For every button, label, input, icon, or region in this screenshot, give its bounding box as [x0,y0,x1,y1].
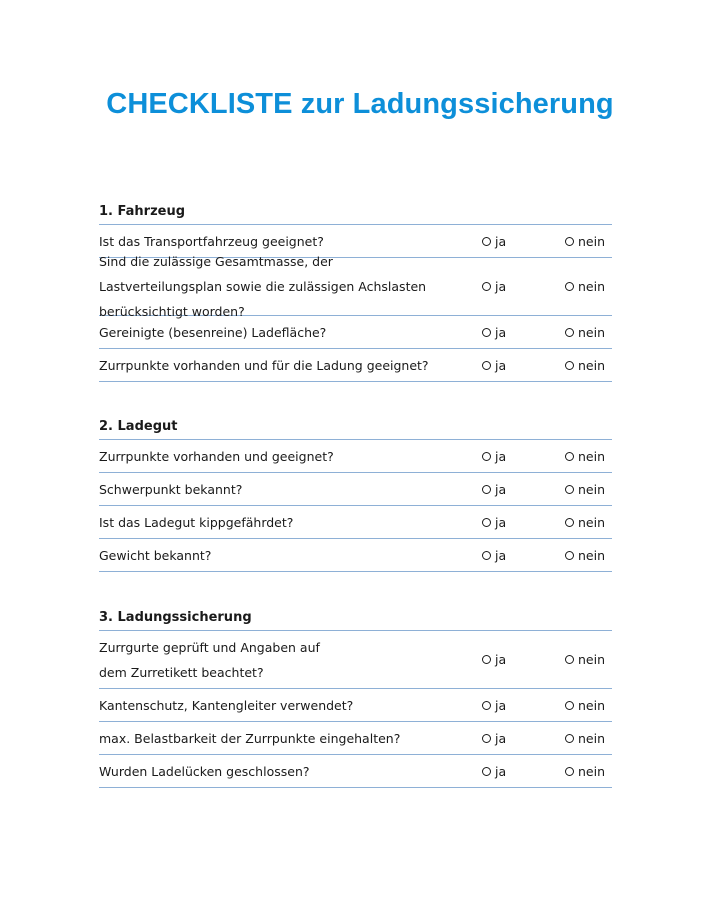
radio-circle-icon [565,655,574,664]
no-label: nein [578,547,606,563]
radio-circle-icon [482,734,491,743]
yes-option[interactable] [482,473,506,505]
yes-label: ja [495,763,507,779]
no-label: nein [578,763,606,779]
yes-option[interactable] [482,225,506,257]
yes-label: ja [495,547,507,563]
yes-option[interactable] [482,506,506,538]
no-option[interactable] [565,755,605,787]
radio-circle-icon [482,655,491,664]
section-ladungssicherung [99,606,612,788]
checklist-row [99,349,612,382]
no-option[interactable] [565,473,605,505]
radio-circle-icon [482,237,491,246]
question-text: Zurrpunkte vorhanden und für die Ladung geeignet? [99,357,429,373]
radio-circle-icon [482,328,491,337]
radio-circle-icon [482,282,491,291]
checklist-row [99,506,612,539]
radio-circle-icon [565,237,574,246]
no-label: nein [578,697,606,713]
radio-circle-icon [565,452,574,461]
yes-option[interactable] [482,689,506,721]
question-text: Zurrgurte geprüft und Angaben auf dem Zurretikett beachtet? [99,639,320,680]
question-text: Sind die zulässige Gesamtmasse, der Lastverteilungsplan sowie die zulässigen Achslasten berücksichtigt worden? [99,254,427,319]
radio-circle-icon [482,767,491,776]
question-text: Schwerpunkt bekannt? [99,481,243,497]
radio-circle-icon [482,361,491,370]
yes-label: ja [495,514,507,530]
no-option[interactable] [565,506,605,538]
question-text: Ist das Transportfahrzeug geeignet? [99,233,324,249]
document-title: CHECKLISTE zur Ladungssicherung [106,88,614,120]
question-text: Gereinigte (besenreine) Ladefläche? [99,324,327,340]
radio-circle-icon [565,518,574,527]
no-option[interactable] [565,440,605,472]
no-option[interactable] [565,258,605,315]
yes-option[interactable] [482,316,506,348]
question-text: Zurrpunkte vorhanden und geeignet? [99,448,334,464]
no-label: nein [578,652,606,667]
section-title: 2. Ladegut [99,415,612,440]
radio-circle-icon [565,734,574,743]
radio-circle-icon [565,767,574,776]
yes-option[interactable] [482,258,506,315]
checklist-row [99,473,612,506]
question-text: Wurden Ladelücken geschlossen? [99,763,310,779]
yes-label: ja [495,652,507,667]
no-option[interactable] [565,349,605,381]
radio-circle-icon [565,485,574,494]
radio-circle-icon [565,328,574,337]
question-text: max. Belastbarkeit der Zurrpunkte eingehalten? [99,730,401,746]
section-title: 1. Fahrzeug [99,200,612,225]
question-text: Kantenschutz, Kantengleiter verwendet? [99,697,354,713]
checklist-row [99,755,612,788]
section-ladegut [99,415,612,572]
radio-circle-icon [482,551,491,560]
checklist-row [99,254,612,319]
section-title: 3. Ladungssicherung [99,606,612,631]
no-label: nein [578,357,606,373]
no-label: nein [578,448,606,464]
yes-label: ja [495,233,507,249]
no-option[interactable] [565,631,605,688]
radio-circle-icon [565,551,574,560]
yes-label: ja [495,279,507,294]
checklist-row [99,631,612,689]
no-option[interactable] [565,689,605,721]
radio-circle-icon [482,701,491,710]
checklist-row [99,440,612,473]
question-text: Gewicht bekannt? [99,547,212,563]
no-option[interactable] [565,722,605,754]
radio-circle-icon [565,701,574,710]
yes-option[interactable] [482,539,506,571]
no-label: nein [578,279,606,294]
no-label: nein [578,730,606,746]
radio-circle-icon [482,518,491,527]
yes-label: ja [495,730,507,746]
radio-circle-icon [482,485,491,494]
yes-option[interactable] [482,440,506,472]
yes-option[interactable] [482,755,506,787]
checklist-row [99,722,612,755]
no-label: nein [578,481,606,497]
yes-option[interactable] [482,349,506,381]
checklist-row [99,316,612,349]
no-option[interactable] [565,316,605,348]
yes-label: ja [495,697,507,713]
section-fahrzeug [99,200,612,382]
yes-label: ja [495,448,507,464]
no-label: nein [578,514,606,530]
checklist-row [99,689,612,722]
yes-label: ja [495,357,507,373]
yes-option[interactable] [482,631,506,688]
no-option[interactable] [565,539,605,571]
yes-option[interactable] [482,722,506,754]
checklist-row [99,539,612,572]
yes-label: ja [495,481,507,497]
question-text: Ist das Ladegut kippgefährdet? [99,514,294,530]
radio-circle-icon [565,361,574,370]
yes-label: ja [495,324,507,340]
radio-circle-icon [482,452,491,461]
no-option[interactable] [565,225,605,257]
no-label: nein [578,324,606,340]
no-label: nein [578,233,606,249]
radio-circle-icon [565,282,574,291]
